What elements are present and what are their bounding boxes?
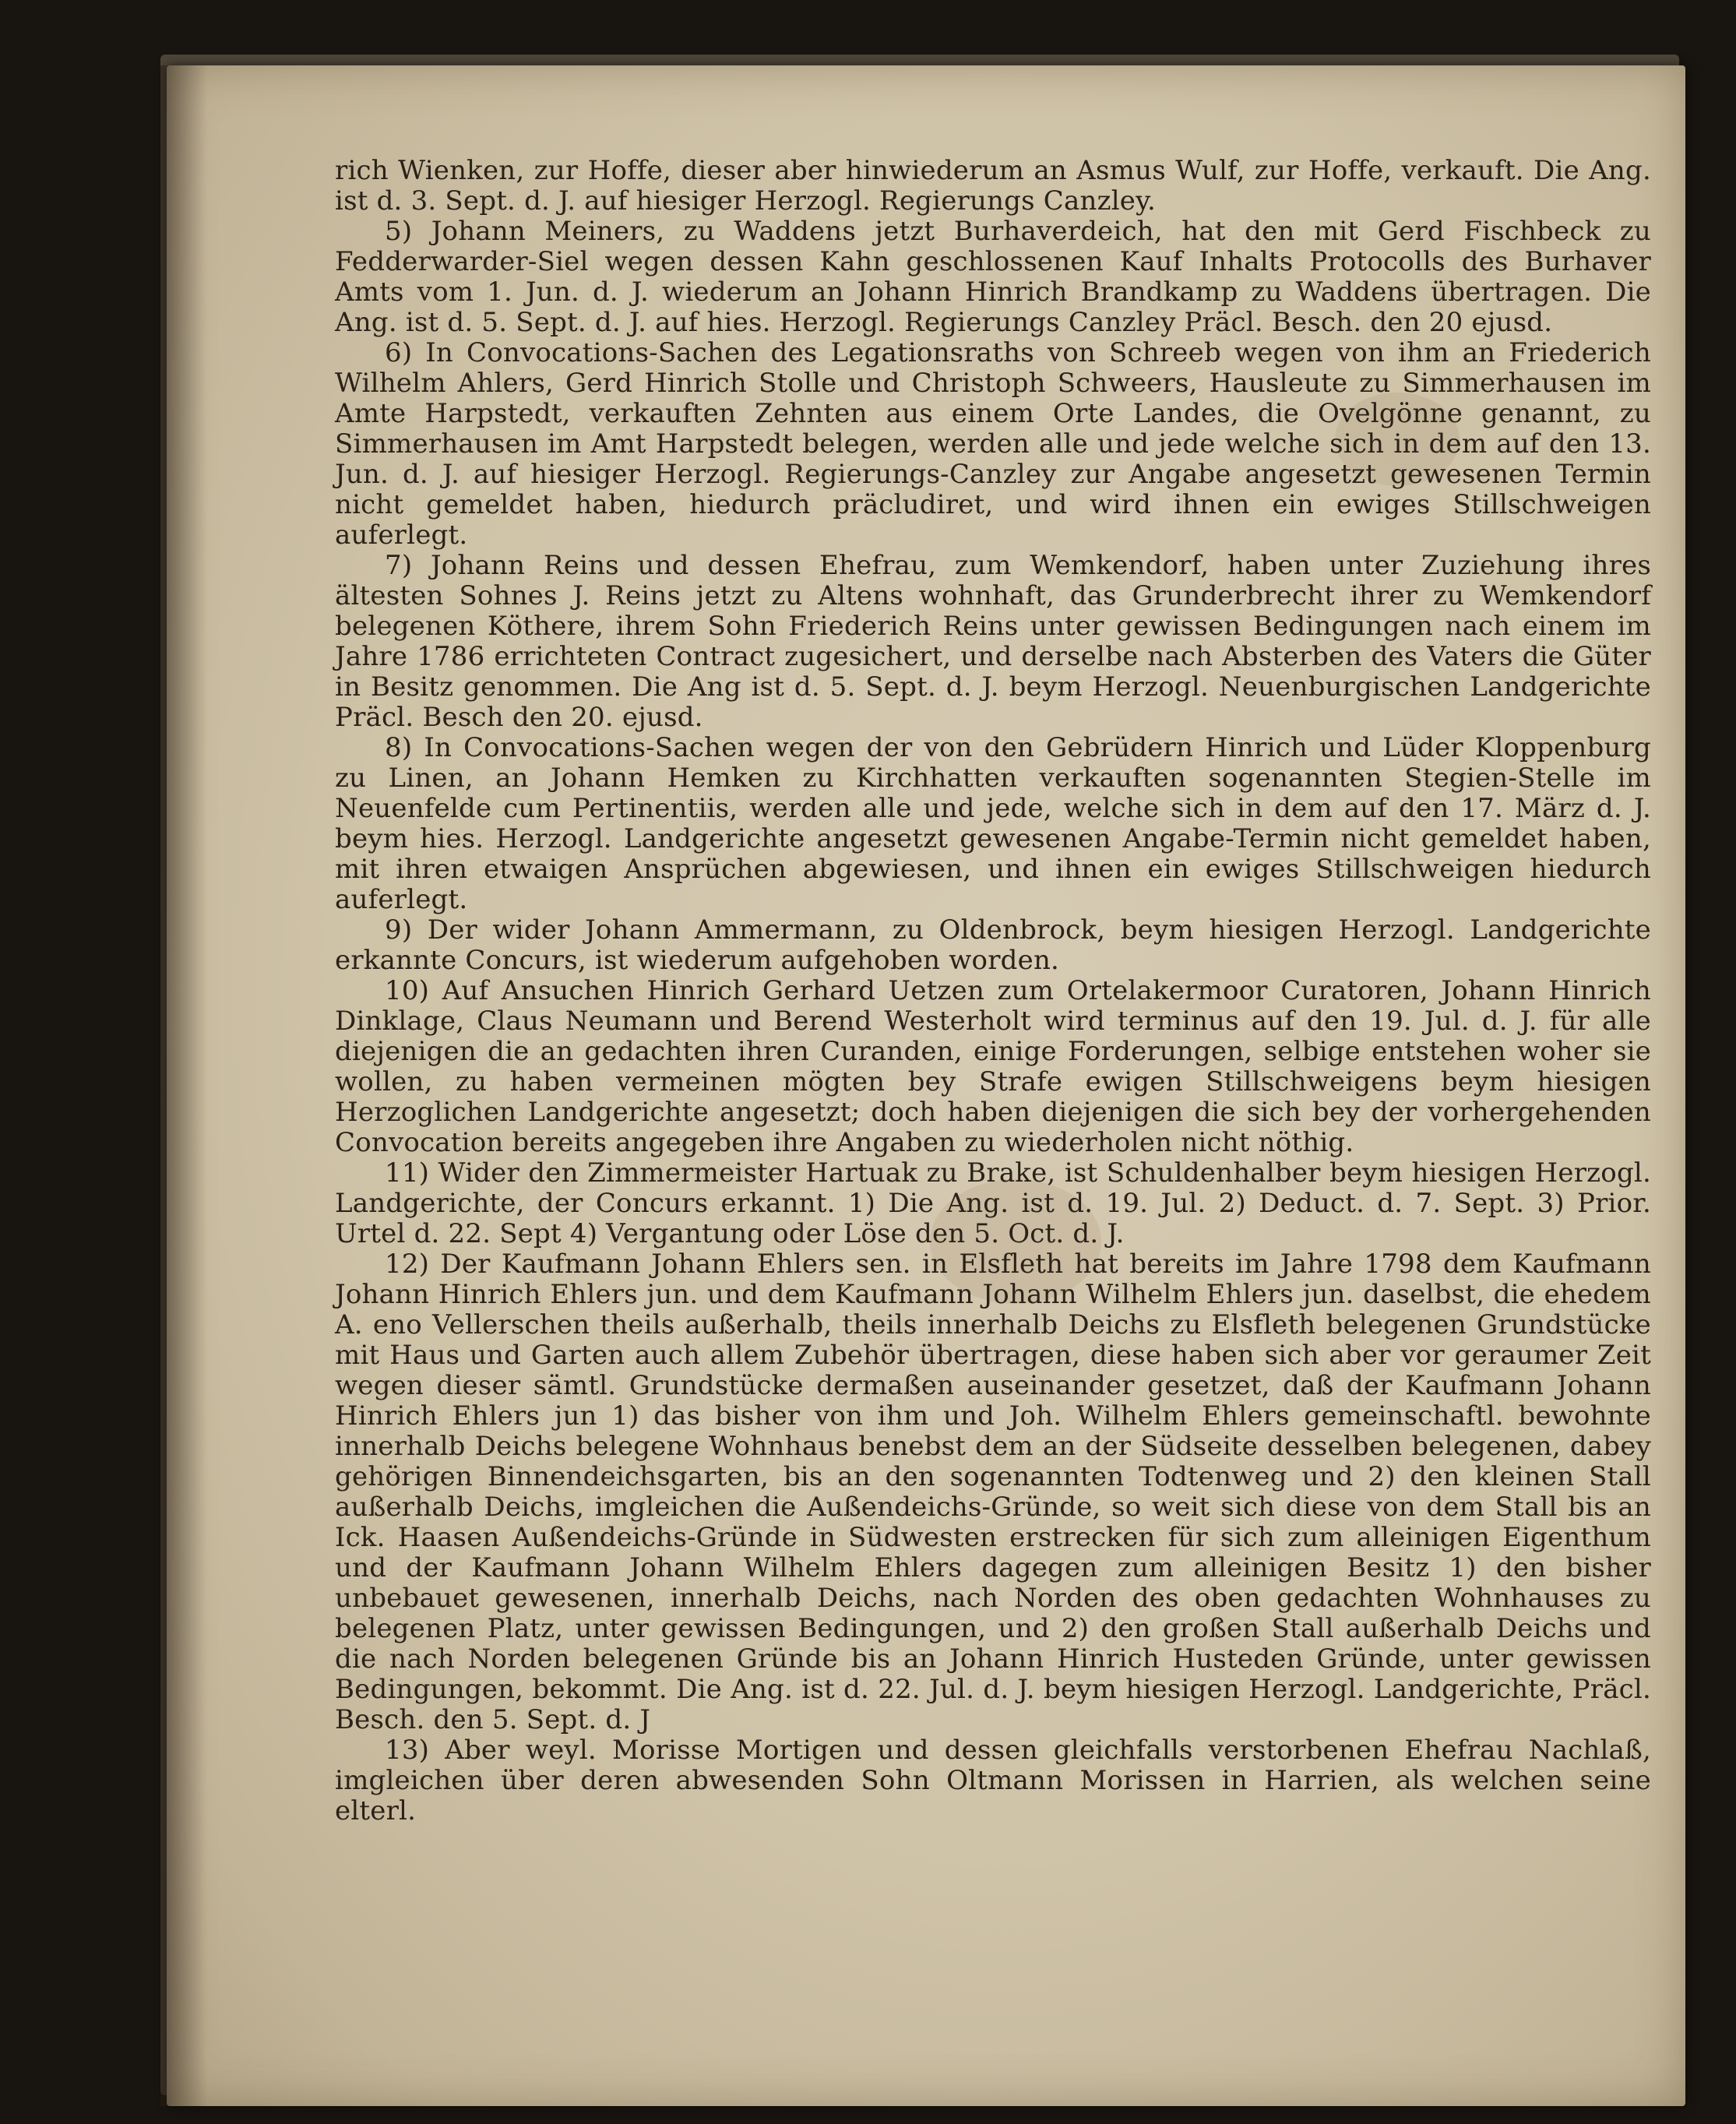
spine-shadow — [160, 65, 207, 2106]
paragraph-13: 13) Aber weyl. Morisse Mortigen und dessen gleichfalls verstorbenen Ehefrau Nachlaß, imgleichen über deren abwesenden Sohn Oltmann Morissen in Harrien, als welchen seine elterl. — [335, 1735, 1651, 1826]
paragraph-7: 7) Johann Reins und dessen Ehefrau, zum Wemkendorf, haben unter Zuziehung ihres ältesten Sohnes J. Reins jetzt zu Altens wohnhaft, das Grunderbrecht ihrer zu Wemkendorf belegenen Köthere, ihrem Sohn Friederich Reins unter gewissen Bedingungen nach einem im Jahre 1786 errichteten Contract zugesichert, und derselbe nach Absterben des Vaters die Güter in Besitz genommen. Die Ang ist d. 5. Sept. d. J. beym Herzogl. Neuenburgischen Landgerichte Präcl. Besch den 20. ejusd. — [335, 550, 1651, 733]
document-text — [335, 156, 1651, 1869]
paragraph-continuation: rich Wienken, zur Hoffe, dieser aber hinwiederum an Asmus Wulf, zur Hoffe, verkauft. Die Ang. ist d. 3. Sept. d. J. auf hiesiger Herzogl. Regierungs Canzley. — [335, 155, 1651, 217]
paragraph-8: 8) In Convocations-Sachen wegen der von den Gebrüdern Hinrich und Lüder Kloppenburg zu Linen, an Johann Hemken zu Kirchhatten verkauften sogenannten Stegien-Stelle im Neuenfelde cum Pertinentiis, werden alle und jede, welche sich in dem auf den 17. März d. J. beym hies. Herzogl. Landgerichte angesetzt gewesenen Angabe-Termin nicht gemeldet haben, mit ihren etwaigen Ansprüchen abgewiesen, und ihnen ein ewiges Stillschweigen hiedurch auferlegt. — [335, 732, 1651, 915]
paragraph-9: 9) Der wider Johann Ammermann, zu Oldenbrock, beym hiesigen Herzogl. Landgerichte erkannte Concurs, ist wiederum aufgehoben worden. — [335, 914, 1651, 976]
paragraph-6: 6) In Convocations-Sachen des Legationsraths von Schreeb wegen von ihm an Friederich Wilhelm Ahlers, Gerd Hinrich Stolle und Christoph Schweers, Hausleute zu Simmerhausen im Amte Harpstedt, verkauften Zehnten aus einem Orte Landes, die Ovelgönne genannt, zu Simmerhausen im Amt Harpstedt belegen, werden alle und jede welche sich in dem auf den 13. Jun. d. J. auf hiesiger Herzogl. Regierungs-Canzley zur Angabe angesetzt gewesenen Termin nicht gemeldet haben, hiedurch präcludiret, und wird ihnen ein ewiges Stillschweigen auferlegt. — [335, 337, 1651, 551]
paragraph-12: 12) Der Kaufmann Johann Ehlers sen. in Elsfleth hat bereits im Jahre 1798 dem Kaufmann Johann Hinrich Ehlers jun. und dem Kaufmann Johann Wilhelm Ehlers jun. daselbst, die ehedem A. eno Vellerschen theils außerhalb, theils innerhalb Deichs zu Elsfleth belegenen Grundstücke mit Haus und Garten auch allem Zubehör übertragen, diese haben sich aber vor geraumer Zeit wegen dieser sämtl. Grundstücke dermaßen auseinander gesetzet, daß der Kaufmann Johann Hinrich Ehlers jun 1) das bisher von ihm und Joh. Wilhelm Ehlers gemeinschaftl. bewohnte innerhalb Deichs belegene Wohnhaus benebst dem an der Südseite desselben belegenen, dabey gehörigen Binnendeichsgarten, bis an den sogenannten Todtenweg und 2) den kleinen Stall außerhalb Deichs, imgleichen die Außendeichs-Gründe, so weit sich diese von dem Stall bis an Ick. Haasen Außendeichs-Gründe in Südwesten erstrecken für sich zum alleinigen Eigenthum und der Kaufmann Johann Wilhelm Ehlers dagegen zum alleinigen Besitz 1) den bisher unbebauet gewesenen, innerhalb Deichs, nach Norden des oben gedachten Wohnhauses zu belegenen Platz, unter gewissen Bedingungen, und 2) den großen Stall außerhalb Deichs und die nach Norden belegenen Gründe bis an Johann Hinrich Husteden Gründe, unter gewissen Bedingungen, bekommt. Die Ang. ist d. 22. Jul. d. J. beym hiesigen Herzogl. Landgerichte, Präcl. Besch. den 5. Sept. d. J — [335, 1249, 1651, 1735]
paragraph-11: 11) Wider den Zimmermeister Hartuak zu Brake, ist Schuldenhalber beym hiesigen Herzogl. Landgerichte, der Concurs erkannt. 1) Die Ang. ist d. 19. Jul. 2) Deduct. d. 7. Sept. 3) Prior. Urtel d. 22. Sept 4) Vergantung oder Löse den 5. Oct. d. J. — [335, 1157, 1651, 1249]
paragraph-10: 10) Auf Ansuchen Hinrich Gerhard Uetzen zum Ortelakermoor Curatoren, Johann Hinrich Dinklage, Claus Neumann und Berend Westerholt wird terminus auf den 19. Jul. d. J. für alle diejenigen die an gedachten ihren Curanden, einige Forderungen, selbige entstehen woher sie wollen, zu haben vermeinen mögten bey Strafe ewigen Stillschweigens beym hiesigen Herzoglichen Landgerichte angesetzt; doch haben diejenigen die sich bey der vorhergehenden Convocation bereits angegeben ihre Angaben zu wiederholen nicht nöthig. — [335, 975, 1651, 1158]
paragraph-5: 5) Johann Meiners, zu Waddens jetzt Burhaverdeich, hat den mit Gerd Fischbeck zu Fedderwarder-Siel wegen dessen Kahn geschlossenen Kauf Inhalts Protocolls des Burhaver Amts vom 1. Jun. d. J. wiederum an Johann Hinrich Brandkamp zu Waddens übertragen. Die Ang. ist d. 5. Sept. d. J. auf hies. Herzogl. Regierungs Canzley Präcl. Besch. den 20 ejusd. — [335, 216, 1651, 338]
